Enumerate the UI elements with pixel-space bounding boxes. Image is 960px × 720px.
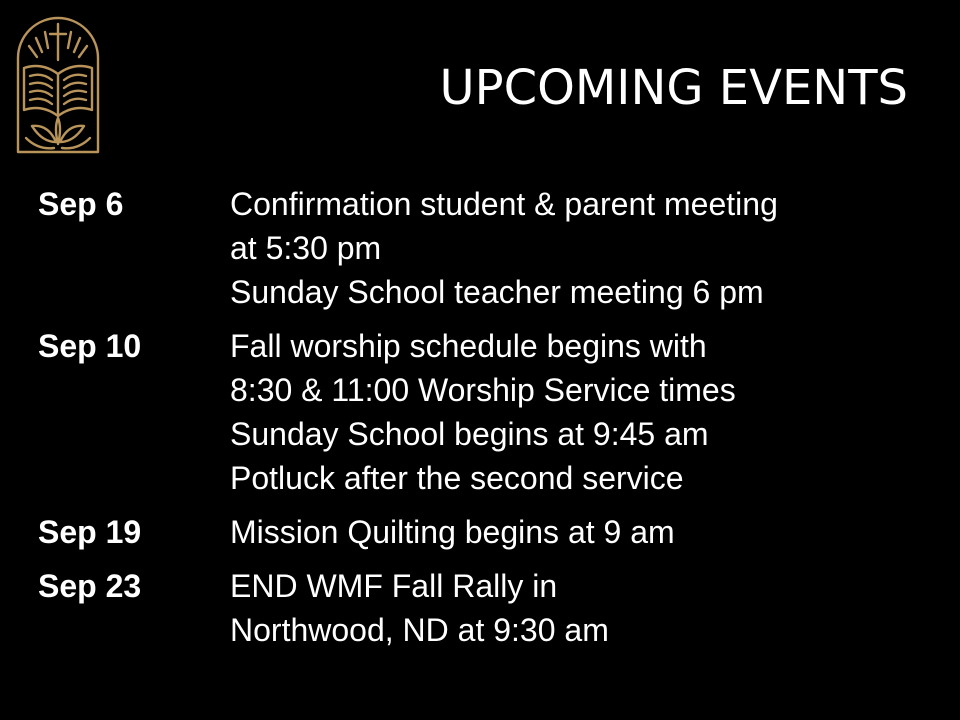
event-detail-line: Potluck after the second service	[230, 460, 684, 496]
event-detail-line: END WMF Fall Rally in	[230, 568, 558, 604]
church-bible-cross-logo-icon	[14, 14, 102, 156]
event-detail-line: Sunday School teacher meeting 6 pm	[230, 274, 764, 310]
event-date: Sep 6	[38, 186, 124, 222]
event-date: Sep 10	[38, 328, 142, 364]
event-detail-line: Mission Quilting begins at 9 am	[230, 514, 675, 550]
event-details	[230, 510, 938, 554]
event-details	[230, 564, 938, 652]
page-title: UPCOMING EVENTS	[439, 60, 908, 116]
event-details	[230, 182, 938, 314]
event-item	[38, 564, 938, 652]
event-detail-line: 8:30 & 11:00 Worship Service times	[230, 372, 736, 408]
events-list	[38, 182, 938, 662]
event-detail-line: at 5:30 pm	[230, 230, 382, 266]
event-item	[38, 324, 938, 500]
event-detail-line: Northwood, ND at 9:30 am	[230, 612, 609, 648]
event-detail-line: Confirmation student & parent meeting	[230, 186, 778, 222]
event-item	[38, 510, 938, 554]
event-detail-line: Sunday School begins at 9:45 am	[230, 416, 709, 452]
event-date: Sep 19	[38, 514, 142, 550]
event-details	[230, 324, 938, 500]
event-date: Sep 23	[38, 568, 142, 604]
event-detail-line: Fall worship schedule begins with	[230, 328, 707, 364]
event-item	[38, 182, 938, 314]
